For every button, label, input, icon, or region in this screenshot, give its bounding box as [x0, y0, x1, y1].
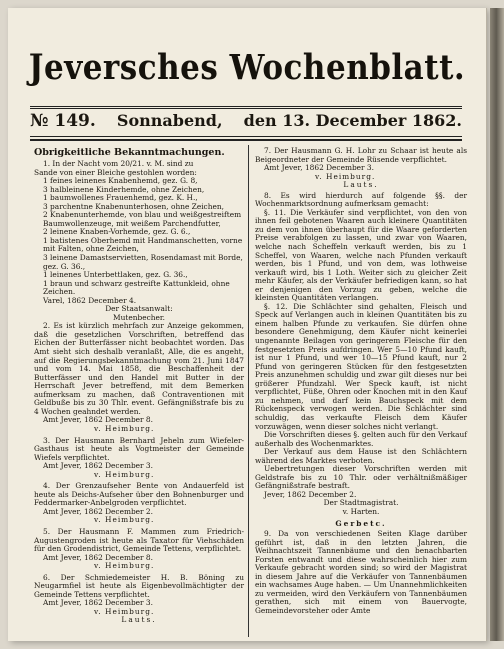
item-2-text: 2. Es ist kürzlich mehrfach zur Anzeige gekommen, daß die gesetzlichen Vorschriften, betreffend das Eichen der Butterfässer nicht beobachtet worden. Das Amt sieht sich deshalb veranlaßt, Alle, die es angeht, auf die Regierungsbekanntmachung vom 21. Juni 1847 und vom 14. Mai 1858, die Beschaffenheit der Butterfässer und den Handel mit Butter in der Herrschaft Jever betreffend, mit dem Bemerken aufmerksam zu machen, daß Contraventionen mit Geldbuße bis zu 30 Thlr. event. Gefängnißstrafe bis zu 4 Wochen geahndet werden.: [34, 321, 244, 416]
list-item: 1 baumwollenes Frauenhemd, gez. K. H.,: [43, 193, 198, 203]
section-title: Obrigkeitliche Bekanntmachungen.: [34, 147, 225, 158]
item-1-list: [34, 160, 244, 297]
lauts-signature: Lauts.: [121, 615, 157, 625]
signature: v. Heimburg.: [94, 423, 155, 433]
list-item: mit Falten, ohne Zeichen,: [43, 244, 139, 254]
rule: [30, 139, 462, 141]
list-item: 1. In der Nacht vom 20/21. v. M. sind zu: [43, 159, 194, 168]
signature: v. Heimburg.: [94, 469, 155, 479]
signature: v. Heimburg.: [315, 171, 376, 181]
list-item: 3 parchentne Knabenunterhosen, ohne Zeichen,: [43, 201, 224, 211]
list-item: Sande von einer Bleiche gestohlen worden:: [34, 167, 197, 177]
list-item: 3 halbleinene Kinderhemde, ohne Zeichen,: [43, 184, 205, 194]
rule: [30, 108, 462, 109]
newspaper-page: [8, 8, 486, 641]
list-item: 1 braun und schwarz gestreifte Kattunkleid, ohne: [43, 278, 230, 288]
section-title: Gerbetc.: [335, 518, 387, 528]
list-item: 2 leinene Knaben-Vorhemde, gez. G. 6.,: [43, 227, 191, 237]
book-spine: [490, 8, 504, 641]
office-title: Der Staatsanwalt:: [105, 304, 173, 314]
rule: [30, 136, 462, 137]
list-item: 1 leinenes Unterbettlaken, gez. G. 36.,: [43, 270, 188, 280]
paragraph-verkauf: Der Verkauf aus dem Hause ist den Schlächtern während des Marktes verboten.: [255, 447, 467, 465]
signature: Mutenbecher.: [113, 312, 165, 322]
item-date: Amt Jever, 1862 December 8.: [43, 415, 153, 425]
right-column: [255, 147, 467, 616]
signature: v. Heimburg.: [94, 561, 155, 571]
item-date: Amt Jever, 1862 December 2.: [43, 506, 153, 516]
masthead-title: Jeversches Wochenblatt.: [28, 47, 466, 89]
item-date: Amt Jever, 1862 December 3.: [264, 163, 374, 173]
item-date: Varel, 1862 December 4.: [43, 295, 137, 305]
paragraph-vorschriften: Die Vorschriften dieses §. gelten auch für den Verkauf außerhalb des Wochenmarktes.: [255, 430, 467, 448]
left-column: [34, 147, 244, 627]
list-item: 1 feines leinenes Knabenhemd, gez. G. 8,: [43, 176, 198, 186]
item-9-text: 9. Da von verschiedenen Seiten Klage darüber geführt ist, daß in den letzten Jahren, die Weihnachtszeit Tannenbäume und den benachbarten Forsten entwandt und diese wahrscheinlich hier zum Verkaufe gebracht worden sind; so wird der Magistrat in diesem Jahre auf die Verkäufer von Tannenbäumen ein wachsames Auge haben. — Um Unannehmlichkeiten zu vermeiden, wird den Verkäufern von Tannenbäumen gerathen, sich mit einem von Bauervogte, Gemeindevorsteher oder Amte: [255, 529, 467, 615]
issue-line: [30, 111, 462, 131]
item-date: Amt Jever, 1862 December 3.: [43, 598, 153, 608]
list-item: 1 batistenes Oberhemd mit Handmanschetten, vorne: [43, 235, 243, 245]
issue-date: den 13. December 1862.: [243, 111, 462, 130]
list-item: Zeichen.: [43, 287, 76, 297]
signature: v. Harten.: [342, 506, 380, 516]
paragraph-12: §. 12. Die Schlächter sind gehalten, Fleisch und Speck auf Verlangen auch in kleinen Quantitäten bis zu einem halben Pfunde zu verkaufen. Sie dürfen ohne besondere Genehmigung, dem Käufer nicht keinerlei ungenannte Beilagen von geringerem Fleische für den festgesetzten Preis aufdringen. Wer 5—10 Pfund kauft, ist nur 1 Pfund, und wer 10—15 Pfund kauft, nur 2 Pfund von geringeren Stücken für den festgesetzten Preis anzunehmen schuldig und zwar gilt dieses nur bei größerer Pfundzahl. Wer Speck kauft, ist nicht verpflichtet, Füße, Ohren oder Knochen mit in den Kauf zu nehmen, und darf kein Bauchspeck mit dem Rückenspeck verwogen werden. Die Schlächter sind schuldig, das verkaufte Fleisch dem Käufer vorzuwägen, wenn dieser solches nicht verlangt.: [255, 301, 467, 431]
list-item: Baumwollenzeuge, mit weißem Parchendfutter,: [43, 218, 221, 228]
paragraph-11: §. 11. Die Verkäufer sind verpflichtet, von den von ihnen feil gebotenen Waaren auch kleinere Quantitäten zu dem von ihnen überhaupt für die Waare geforderten Preise verabfolgen zu lassen, und zwar von Waaren, welche nach Scheffeln verkauft werden, bis zu 1 Scheffel, von Waaren, welche nach Pfunden verkauft werden, bis 1 Pfund, und von dem, was lothweise verkauft wird, bis 1 Loth. Weiter sich zu gleicher Zeit mehr Käufer, als der Verkäufer befriedigen kann, so hat er denjenigen den Vorzug zu geben, welche die kleinsten Quantitäten verlangen.: [255, 207, 467, 303]
item-date: Amt Jever, 1862 December 3.: [43, 461, 153, 471]
list-item: 2 Knabenunterhemde, von blau und weißgestreiftem: [43, 210, 242, 220]
item-date: Amt Jever, 1862 December 8.: [43, 552, 153, 562]
item-8-intro: 8. Es wird hierdurch auf folgende §§. der Wochenmarktsordnung aufmerksam gemacht:: [255, 190, 467, 209]
list-item: gez. G. 36.,: [43, 261, 86, 271]
list-item: 3 leinene Damastservietten, Rosendamast mit Borde,: [43, 253, 243, 263]
issue-day: Sonnabend,: [116, 111, 223, 130]
paragraph-strafe: Uebertretungen dieser Vorschriften werden mit Geldstrafe bis zu 10 Thlr. oder verhältnißmäßiger Gefängnißstrafe bestraft.: [255, 464, 467, 491]
item-date: Jever, 1862 December 2.: [264, 489, 357, 499]
item-7-text: 7. Der Hausmann G. H. Lohr zu Schaar ist heute als Beigeordneter der Gemeinde Rüsende verpflichtet.: [255, 146, 467, 164]
item-4-text: 4. Der Grenzaufseher Bente von Andauerfeld ist heute als Deichs-Aufseher über den Bohnenburger und Feddermarker-Anbelgroden verpflichtet.: [34, 481, 244, 508]
signature: v. Heimburg.: [94, 606, 155, 616]
item-3-text: 3. Der Hausmann Bernhard Jeheln zum Wiefeler-Gasthaus ist heute als Vogtmeister der Gemeinde Wiefels verpflichtet.: [34, 435, 244, 462]
lauts-signature: Lauts.: [343, 180, 379, 190]
signature: v. Heimburg.: [94, 515, 155, 525]
rule: [30, 106, 462, 107]
item-6-text: 6. Der Schmiedemeister H. B. Böning zu Neugarmfiel ist heute als Eigenbevollmächtigter der Gemeinde Tettens verpflichtet.: [34, 572, 244, 599]
issue-number: № 149.: [30, 111, 96, 131]
office-title: Der Stadtmagistrat.: [323, 498, 399, 508]
item-5-text: 5. Der Hausmann F. Mammen zum Friedrich-Augustengroden ist heute als Taxator für Viehschäden für den Grodendistrict, Gemeinde Tettens, verpflichtet.: [34, 526, 244, 554]
column-separator: [248, 145, 249, 637]
